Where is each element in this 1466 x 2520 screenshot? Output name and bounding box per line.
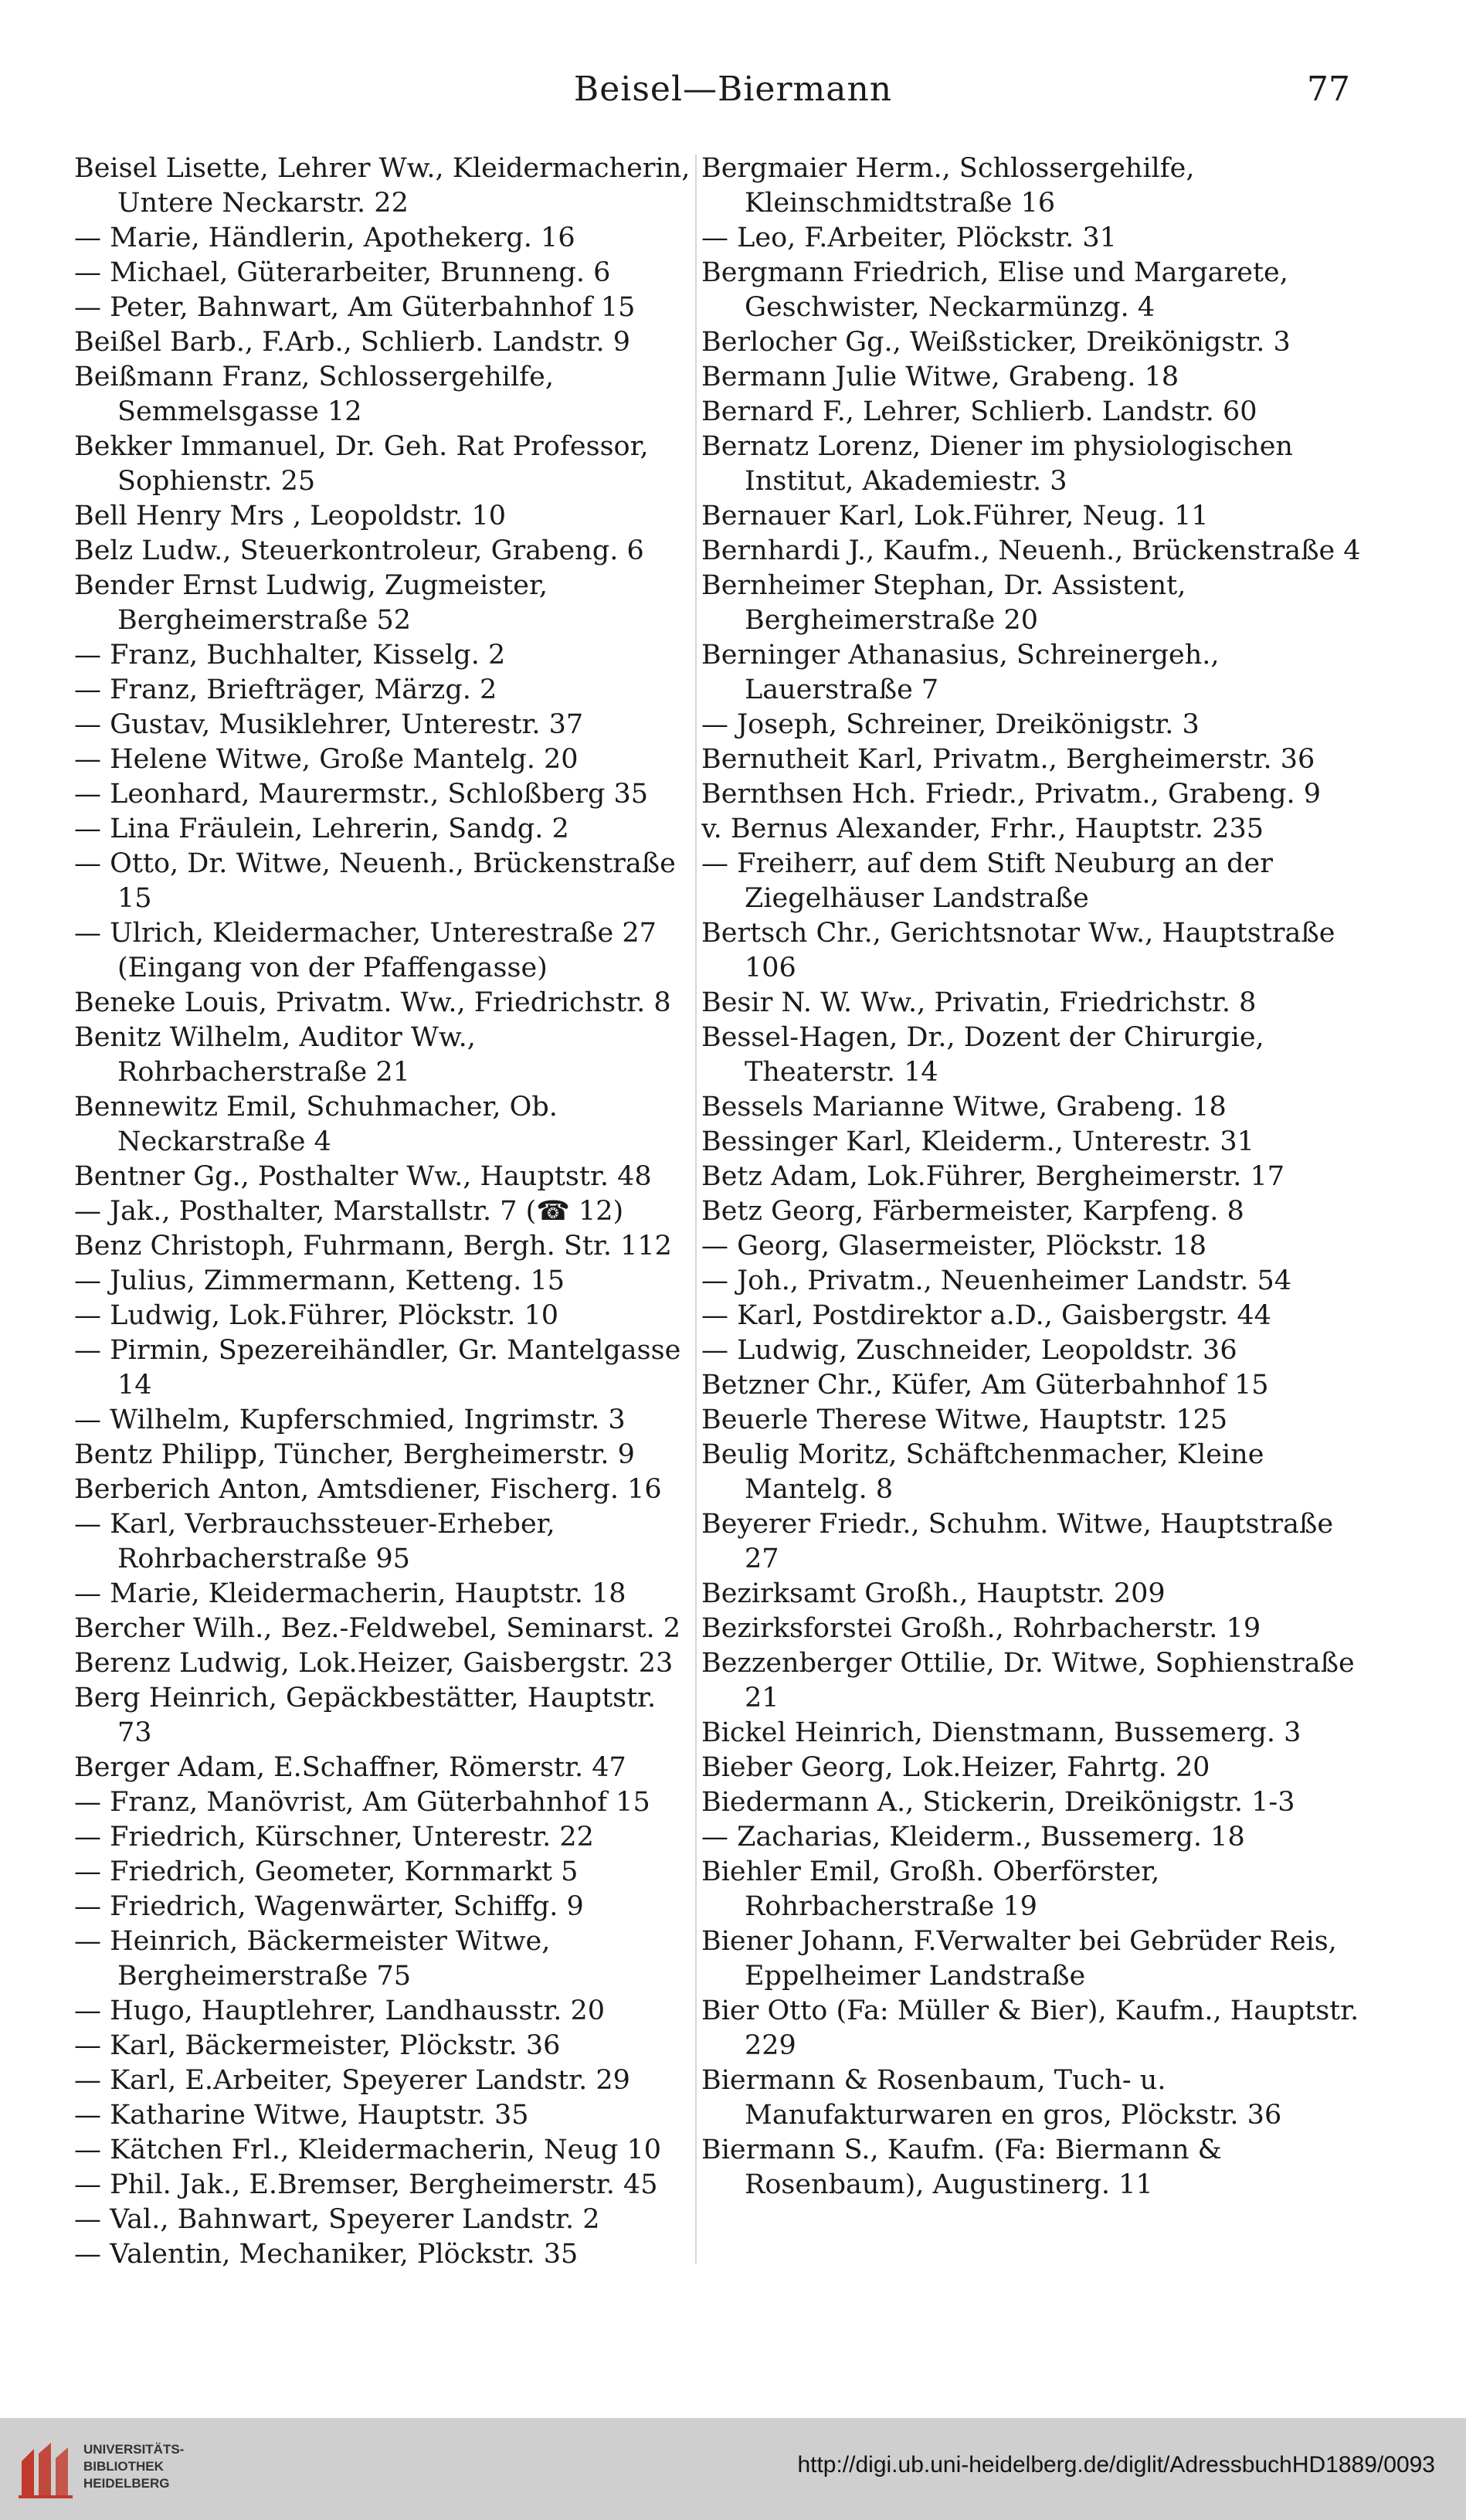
- directory-entry: — Gustav, Musiklehrer, Unterestr. 37: [74, 709, 584, 740]
- directory-entry: — Joh., Privatm., Neuenheimer Landstr. 54: [701, 1265, 1291, 1296]
- directory-entry: — Georg, Glasermeister, Plöckstr. 18: [701, 1231, 1206, 1262]
- directory-entry: — Friedrich, Kürschner, Unterestr. 22: [74, 1822, 594, 1853]
- directory-entry: Bernutheit Karl, Privatm., Bergheimerstr. 36: [701, 744, 1315, 775]
- directory-entry: — Otto, Dr. Witwe, Neuenh., Brückenstraße 15: [74, 848, 676, 914]
- directory-entry: Bernauer Karl, Lok.Führer, Neug. 11: [701, 501, 1209, 532]
- directory-entry: Biehler Emil, Großh. Oberförster, Rohrbacherstraße 19: [701, 1856, 1160, 1922]
- directory-entry: Bickel Heinrich, Dienstmann, Bussemerg. 3: [701, 1717, 1301, 1748]
- directory-entry: Bessels Marianne Witwe, Grabeng. 18: [701, 1092, 1227, 1122]
- directory-entry: — Phil. Jak., E.Bremser, Bergheimerstr. 45: [74, 2169, 658, 2200]
- page-header: [0, 70, 1466, 116]
- directory-entry: — Julius, Zimmermann, Ketteng. 15: [74, 1265, 565, 1296]
- directory-entry: Bernthsen Hch. Friedr., Privatm., Grabeng. 9: [701, 779, 1322, 810]
- directory-entry: Biermann & Rosenbaum, Tuch- u. Manufakturwaren en gros, Plöckstr. 36: [701, 2065, 1282, 2131]
- directory-entry: Bernard F., Lehrer, Schlierb. Landstr. 60: [701, 396, 1257, 427]
- directory-entry: Bertsch Chr., Gerichtsnotar Ww., Hauptstraße 106: [701, 918, 1335, 983]
- directory-entry: Beißel Barb., F.Arb., Schlierb. Landstr. 9: [74, 327, 630, 358]
- directory-entry: Biermann S., Kaufm. (Fa: Biermann & Rosenbaum), Augustinerg. 11: [701, 2135, 1222, 2200]
- directory-entry: — Jak., Posthalter, Marstallstr. 7 (☎ 12): [74, 1196, 624, 1227]
- directory-entry: — Ulrich, Kleidermacher, Unterestraße 27 (Eingang von der Pfaffengasse): [74, 918, 657, 983]
- directory-entry: Betzner Chr., Küfer, Am Güterbahnhof 15: [701, 1370, 1269, 1401]
- directory-entry: — Franz, Briefträger, Märzg. 2: [74, 674, 497, 705]
- directory-entry: — Marie, Kleidermacherin, Hauptstr. 18: [74, 1578, 626, 1609]
- directory-entry: — Freiherr, auf dem Stift Neuburg an der Ziegelhäuser Landstraße: [701, 848, 1273, 914]
- directory-entry: Bezzenberger Ottilie, Dr. Witwe, Sophienstraße 21: [701, 1648, 1355, 1713]
- directory-entry: Bier Otto (Fa: Müller & Bier), Kaufm., Hauptstr. 229: [701, 1995, 1359, 2061]
- directory-entry: — Val., Bahnwart, Speyerer Landstr. 2: [74, 2204, 600, 2235]
- library-name-line: UNIVERSITÄTS-: [83, 2442, 185, 2457]
- directory-entry: — Wilhelm, Kupferschmied, Ingrimstr. 3: [74, 1404, 626, 1435]
- library-name-line: BIBLIOTHEK: [83, 2459, 164, 2474]
- directory-entry: Bezirksforstei Großh., Rohrbacherstr. 19: [701, 1613, 1261, 1644]
- directory-entry: Berberich Anton, Amtsdiener, Fischerg. 16: [74, 1474, 662, 1505]
- directory-entry: — Katharine Witwe, Hauptstr. 35: [74, 2100, 529, 2131]
- directory-entry: Bernatz Lorenz, Diener im physiologischen Institut, Akademiestr. 3: [701, 431, 1293, 497]
- directory-entry: Bernhardi J., Kaufm., Neuenh., Brückenstraße 4: [701, 535, 1361, 566]
- directory-entry: Benitz Wilhelm, Auditor Ww., Rohrbacherstraße 21: [74, 1022, 476, 1088]
- directory-entry: Berninger Athanasius, Schreinergeh., Lauerstraße 7: [701, 640, 1220, 705]
- directory-entry: — Friedrich, Geometer, Kornmarkt 5: [74, 1856, 579, 1887]
- directory-entry: Bender Ernst Ludwig, Zugmeister, Bergheimerstraße 52: [74, 570, 548, 636]
- library-name: [83, 2441, 269, 2492]
- directory-entry: — Ludwig, Lok.Führer, Plöckstr. 10: [74, 1300, 559, 1331]
- directory-entry: — Karl, Bäckermeister, Plöckstr. 36: [74, 2030, 561, 2061]
- directory-entry: — Leo, F.Arbeiter, Plöckstr. 31: [701, 222, 1117, 253]
- directory-entry: Belz Ludw., Steuerkontroleur, Grabeng. 6: [74, 535, 644, 566]
- directory-entry: Beuerle Therese Witwe, Hauptstr. 125: [701, 1404, 1228, 1435]
- directory-entry: Bercher Wilh., Bez.-Feldwebel, Seminarst. 2: [74, 1613, 681, 1644]
- directory-entry: Beneke Louis, Privatm. Ww., Friedrichstr. 8: [74, 987, 671, 1018]
- directory-entry: — Michael, Güterarbeiter, Brunneng. 6: [74, 257, 611, 288]
- footer-bar: [0, 2418, 1466, 2520]
- directory-entry: Besir N. W. Ww., Privatin, Friedrichstr. 8: [701, 987, 1257, 1018]
- left-column: [74, 151, 692, 2268]
- directory-entry: — Lina Fräulein, Lehrerin, Sandg. 2: [74, 813, 569, 844]
- directory-entry: — Helene Witwe, Große Mantelg. 20: [74, 744, 579, 775]
- directory-entry: — Heinrich, Bäckermeister Witwe, Bergheimerstraße 75: [74, 1926, 551, 1992]
- directory-entry: Bernheimer Stephan, Dr. Assistent, Bergheimerstraße 20: [701, 570, 1186, 636]
- directory-entry: Betz Georg, Färbermeister, Karpfeng. 8: [701, 1196, 1244, 1227]
- directory-entry: — Hugo, Hauptlehrer, Landhausstr. 20: [74, 1995, 606, 2026]
- directory-entry: Bieber Georg, Lok.Heizer, Fahrtg. 20: [701, 1752, 1210, 1783]
- column-divider: [695, 155, 697, 2264]
- directory-entry: — Ludwig, Zuschneider, Leopoldstr. 36: [701, 1335, 1237, 1366]
- directory-entry: Bekker Immanuel, Dr. Geh. Rat Professor, Sophienstr. 25: [74, 431, 649, 497]
- directory-entry: Benz Christoph, Fuhrmann, Bergh. Str. 112: [74, 1231, 672, 1262]
- directory-entry: — Friedrich, Wagenwärter, Schiffg. 9: [74, 1891, 584, 1922]
- directory-entry: Biedermann A., Stickerin, Dreikönigstr. 1-3: [701, 1787, 1295, 1818]
- directory-entry: Bessinger Karl, Kleiderm., Unterestr. 31: [701, 1126, 1254, 1157]
- directory-entry: Bezirksamt Großh., Hauptstr. 209: [701, 1578, 1166, 1609]
- directory-entry: Beyerer Friedr., Schuhm. Witwe, Hauptstraße 27: [701, 1509, 1334, 1574]
- directory-entry: Berger Adam, E.Schaffner, Römerstr. 47: [74, 1752, 626, 1783]
- directory-entry: — Joseph, Schreiner, Dreikönigstr. 3: [701, 709, 1200, 740]
- directory-entry: Berg Heinrich, Gepäckbestätter, Hauptstr. 73: [74, 1683, 657, 1748]
- directory-entry: Betz Adam, Lok.Führer, Bergheimerstr. 17: [701, 1161, 1284, 1192]
- directory-entry: Bell Henry Mrs , Leopoldstr. 10: [74, 501, 507, 532]
- directory-entry: Beulig Moritz, Schäftchenmacher, Kleine Mantelg. 8: [701, 1439, 1264, 1505]
- directory-entry: Bennewitz Emil, Schuhmacher, Ob. Neckarstraße 4: [74, 1092, 558, 1157]
- library-logo-icon: [17, 2438, 77, 2500]
- directory-entry: Beißmann Franz, Schlossergehilfe, Semmelsgasse 12: [74, 362, 554, 427]
- directory-entry: — Karl, Postdirektor a.D., Gaisbergstr. 44: [701, 1300, 1271, 1331]
- source-url-link[interactable]: http://digi.ub.uni-heidelberg.de/diglit/AdressbuchHD1889/0093: [797, 2452, 1435, 2478]
- directory-entry: — Karl, E.Arbeiter, Speyerer Landstr. 29: [74, 2065, 630, 2096]
- directory-entry: Biener Johann, F.Verwalter bei Gebrüder Reis, Eppelheimer Landstraße: [701, 1926, 1337, 1992]
- directory-entry: — Karl, Verbrauchssteuer-Erheber, Rohrbacherstraße 95: [74, 1509, 555, 1574]
- directory-entry: — Kätchen Frl., Kleidermacherin, Neug 10: [74, 2135, 661, 2165]
- directory-entry: — Zacharias, Kleiderm., Bussemerg. 18: [701, 1822, 1245, 1853]
- directory-entry: Bergmann Friedrich, Elise und Margarete, Geschwister, Neckarmünzg. 4: [701, 257, 1288, 323]
- directory-entry: Berlocher Gg., Weißsticker, Dreikönigstr. 3: [701, 327, 1291, 358]
- page-number: 77: [1307, 70, 1350, 109]
- directory-entry: — Valentin, Mechaniker, Plöckstr. 35: [74, 2239, 579, 2268]
- library-name-line: HEIDELBERG: [83, 2476, 170, 2491]
- directory-entry: — Peter, Bahnwart, Am Güterbahnhof 15: [74, 292, 636, 323]
- directory-entry: Bentner Gg., Posthalter Ww., Hauptstr. 48: [74, 1161, 652, 1192]
- page-title: Beisel—Biermann: [573, 70, 893, 109]
- directory-entry: Bentz Philipp, Tüncher, Bergheimerstr. 9: [74, 1439, 635, 1470]
- directory-entry: — Pirmin, Spezereihändler, Gr. Mantelgasse 14: [74, 1335, 681, 1401]
- directory-entry: — Marie, Händlerin, Apothekerg. 16: [74, 222, 575, 253]
- directory-entry: Beisel Lisette, Lehrer Ww., Kleidermacherin, Untere Neckarstr. 22: [74, 153, 691, 219]
- directory-entry: — Franz, Buchhalter, Kisselg. 2: [74, 640, 506, 671]
- directory-entry: Bergmaier Herm., Schlossergehilfe, Kleinschmidtstraße 16: [701, 153, 1195, 219]
- directory-entry: Bessel-Hagen, Dr., Dozent der Chirurgie, Theaterstr. 14: [701, 1022, 1264, 1088]
- right-column: [701, 151, 1370, 2268]
- directory-entry: — Franz, Manövrist, Am Güterbahnhof 15: [74, 1787, 650, 1818]
- directory-entry: Bermann Julie Witwe, Grabeng. 18: [701, 362, 1179, 392]
- directory-entry: Berenz Ludwig, Lok.Heizer, Gaisbergstr. 23: [74, 1648, 674, 1679]
- directory-entry: — Leonhard, Maurermstr., Schloßberg 35: [74, 779, 649, 810]
- directory-entry: v. Bernus Alexander, Frhr., Hauptstr. 235: [701, 813, 1264, 844]
